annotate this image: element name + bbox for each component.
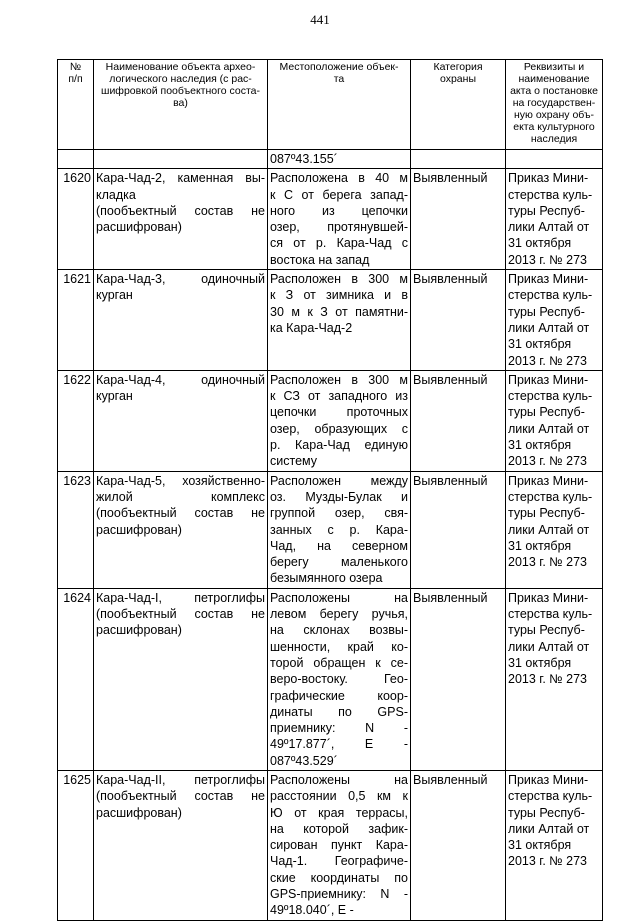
column-header-line: екта культурного: [513, 121, 595, 133]
legal-act-line: 2013 г. № 273: [508, 252, 587, 267]
object-name-line: расшифрован): [96, 805, 182, 820]
column-header-number: [58, 60, 94, 150]
legal-act-line: 2013 г. № 273: [508, 854, 587, 869]
location-line: GPS-приемнику: N -: [270, 887, 408, 902]
location-line: 087º43.155´: [270, 152, 338, 166]
row-number: 1625: [58, 770, 94, 920]
object-name: [94, 169, 268, 270]
legal-act-line: лики Алтай от: [508, 421, 590, 436]
column-header-line: охраны: [440, 73, 476, 85]
legal-act-line: Приказ Мини-: [508, 171, 589, 186]
legal-act-line: стерства куль-: [508, 607, 593, 622]
legal-act-line: лики Алтай от: [508, 320, 590, 335]
object-name-line: Кара-Чад-2, каменная вы-: [96, 171, 265, 186]
location-line: шенности, край ко-: [270, 639, 408, 654]
location-line: Чад, на северном: [270, 538, 408, 553]
object-name-line: жилой комплекс: [96, 489, 265, 504]
object-name-line: Кара-Чад-4, одиночный: [96, 372, 265, 387]
object-name-line: кладка: [96, 187, 136, 202]
location-line: группой озер, свя-: [270, 506, 408, 521]
legal-act-line: туры Респуб-: [508, 623, 585, 638]
table-row: [58, 370, 603, 471]
object-name: [94, 770, 268, 920]
legal-act-line: туры Респуб-: [508, 203, 585, 218]
legal-act-line: 2013 г. № 273: [508, 555, 587, 570]
legal-act-line: 2013 г. № 273: [508, 454, 587, 469]
table-row: [58, 770, 603, 920]
legal-act-line: стерства куль-: [508, 187, 593, 202]
location-line: Расположена в 40 м: [270, 171, 408, 186]
table-header-row: [58, 60, 603, 150]
legal-act-line: стерства куль-: [508, 789, 593, 804]
row-number: 1621: [58, 270, 94, 371]
legal-act: [506, 370, 603, 471]
object-location: [268, 370, 411, 471]
table-row: [58, 471, 603, 588]
column-header-line: п/п: [68, 73, 83, 85]
object-name-line: (пообъектный состав не: [96, 506, 265, 521]
legal-act-line: 31 октября: [508, 655, 572, 670]
location-line: р. Кара-Чад единую: [270, 438, 408, 453]
legal-act: [506, 169, 603, 270]
legal-act-line: лики Алтай от: [508, 522, 590, 537]
legal-act-line: Приказ Мини-: [508, 473, 589, 488]
column-header-act: [506, 60, 603, 150]
row-number: 1620: [58, 169, 94, 270]
location-line: динаты по GPS-: [270, 704, 408, 719]
legal-act-line: лики Алтай от: [508, 639, 590, 654]
location-line: систему: [270, 454, 318, 469]
protection-category: Выявленный: [411, 471, 506, 588]
page-number: 441: [310, 12, 330, 27]
column-header-name: [94, 60, 268, 150]
legal-act-line: Приказ Мини-: [508, 372, 589, 387]
legal-act-line: 31 октября: [508, 538, 572, 553]
legal-act-line: Приказ Мини-: [508, 772, 589, 787]
location-line: ка Кара-Чад-2: [270, 320, 353, 335]
location-line: 087º43.529´: [270, 753, 338, 768]
legal-act-line: 31 октября: [508, 438, 572, 453]
location-line: приемнику: N -: [270, 721, 408, 736]
object-location: [268, 270, 411, 371]
location-line: Расположены на: [270, 772, 408, 787]
legal-act-line: 31 октября: [508, 236, 572, 251]
column-header-line: Наименование объекта архео-: [105, 61, 256, 73]
legal-act-line: 2013 г. № 273: [508, 353, 587, 368]
legal-act: [506, 471, 603, 588]
object-name: [94, 588, 268, 770]
legal-act-line: 31 октября: [508, 337, 572, 352]
location-line: цепочки проточных: [270, 405, 408, 420]
protection-category: Выявленный: [411, 370, 506, 471]
legal-act: [506, 270, 603, 371]
object-location: [268, 471, 411, 588]
object-name-line: Кара-Чад-I, петроглифы: [96, 590, 265, 605]
location-line: безымянного озера: [270, 571, 383, 586]
location-line: берегу маленького: [270, 555, 408, 570]
location-line: ся от р. Кара-Чад с: [270, 236, 408, 251]
row-number: 1622: [58, 370, 94, 471]
protection-category: Выявленный: [411, 588, 506, 770]
column-header-line: на государствен-: [512, 97, 596, 109]
object-location: [268, 770, 411, 920]
legal-act-line: Приказ Мини-: [508, 272, 589, 287]
row-number: 1623: [58, 471, 94, 588]
location-line: графические коор-: [270, 688, 408, 703]
object-name-line: расшифрован): [96, 220, 182, 235]
object-location: [268, 588, 411, 770]
location-line: 49º18.040´, Е -: [270, 903, 354, 918]
location-line: озер, образующих с: [270, 421, 408, 436]
legal-act-line: стерства куль-: [508, 288, 593, 303]
object-name-line: (пообъектный состав не: [96, 607, 265, 622]
object-name-line: Кара-Чад-5, хозяйственно-: [96, 473, 265, 488]
column-header-line: ва): [173, 97, 188, 109]
column-header-line: Реквизиты и: [523, 61, 585, 73]
continuation-location: [268, 150, 411, 169]
object-name-line: расшифрован): [96, 522, 182, 537]
legal-act-line: туры Респуб-: [508, 304, 585, 319]
object-name-line: курган: [96, 288, 133, 303]
location-line: оз. Музды-Булак и: [270, 489, 408, 504]
location-line: Расположены на: [270, 590, 408, 605]
protection-category: Выявленный: [411, 270, 506, 371]
location-line: Ю от края террасы,: [270, 805, 408, 820]
location-line: ские координаты по: [270, 870, 408, 885]
location-line: на склонах возвы-: [270, 623, 408, 638]
location-line: Расположен в 300 м: [270, 272, 408, 287]
location-line: к З от зимника и в: [270, 288, 408, 303]
column-header-location: [268, 60, 411, 150]
legal-act-line: лики Алтай от: [508, 821, 590, 836]
legal-act-line: стерства куль-: [508, 389, 593, 404]
continuation-row: [58, 150, 603, 169]
location-line: сирован пункт Кара-: [270, 838, 408, 853]
location-line: Чад-1. Географиче-: [270, 854, 408, 869]
location-line: занных с р. Кара-: [270, 522, 408, 537]
location-line: веро-востоку. Гео-: [270, 672, 408, 687]
object-name-line: расшифрован): [96, 623, 182, 638]
object-name: [94, 370, 268, 471]
location-line: озер, протянувшей-: [270, 220, 408, 235]
legal-act-line: туры Респуб-: [508, 506, 585, 521]
location-line: расстоянии 0,5 км к: [270, 789, 408, 804]
location-line: ного из цепочки: [270, 203, 408, 218]
legal-act-line: Приказ Мини-: [508, 590, 589, 605]
table-row: [58, 588, 603, 770]
column-header-line: Местоположение объек-: [279, 61, 399, 73]
column-header-line: Категория: [433, 61, 483, 73]
location-line: востока на запад: [270, 252, 370, 267]
column-header-line: наследия: [530, 133, 578, 145]
legal-act-line: туры Респуб-: [508, 805, 585, 820]
column-header-line: та: [333, 73, 345, 85]
row-number: 1624: [58, 588, 94, 770]
column-header-line: №: [69, 61, 82, 73]
object-name-line: (пообъектный состав не: [96, 789, 265, 804]
table-row: [58, 169, 603, 270]
column-header-line: ную охрану объ-: [513, 109, 595, 121]
column-header-line: логического наследия (с рас-: [109, 73, 252, 85]
object-name: [94, 471, 268, 588]
table-row: [58, 270, 603, 371]
legal-act-line: 2013 г. № 273: [508, 672, 587, 687]
object-location: [268, 169, 411, 270]
protection-category: Выявленный: [411, 169, 506, 270]
protection-category: Выявленный: [411, 770, 506, 920]
legal-act-line: стерства куль-: [508, 489, 593, 504]
object-name: [94, 270, 268, 371]
location-line: Расположен в 300 м: [270, 372, 408, 387]
location-line: торой обращен к се-: [270, 655, 408, 670]
location-line: к С от берега запад-: [270, 187, 408, 202]
location-line: Расположен между: [270, 473, 408, 488]
legal-act-line: 31 октября: [508, 838, 572, 853]
legal-act: [506, 588, 603, 770]
legal-act-line: лики Алтай от: [508, 220, 590, 235]
location-line: на которой зафик-: [270, 821, 408, 836]
legal-act: [506, 770, 603, 920]
object-name-line: (пообъектный состав не: [96, 203, 265, 218]
object-name-line: курган: [96, 389, 133, 404]
legal-act-line: туры Респуб-: [508, 405, 585, 420]
location-line: к СЗ от западного из: [270, 389, 408, 404]
location-line: 30 м к З от памятни-: [270, 304, 408, 319]
column-header-line: шифровкой пообъектного соста-: [101, 85, 260, 97]
column-header-line: акта о постановке: [510, 85, 598, 97]
column-header-category: [411, 60, 506, 150]
location-line: левом берегу ручья,: [270, 607, 408, 622]
heritage-registry-table: [57, 59, 603, 921]
object-name-line: Кара-Чад-3, одиночный: [96, 272, 265, 287]
location-line: 49º17.877´, Е -: [270, 737, 408, 752]
object-name-line: Кара-Чад-II, петроглифы: [96, 772, 265, 787]
column-header-line: наименование: [518, 73, 590, 85]
